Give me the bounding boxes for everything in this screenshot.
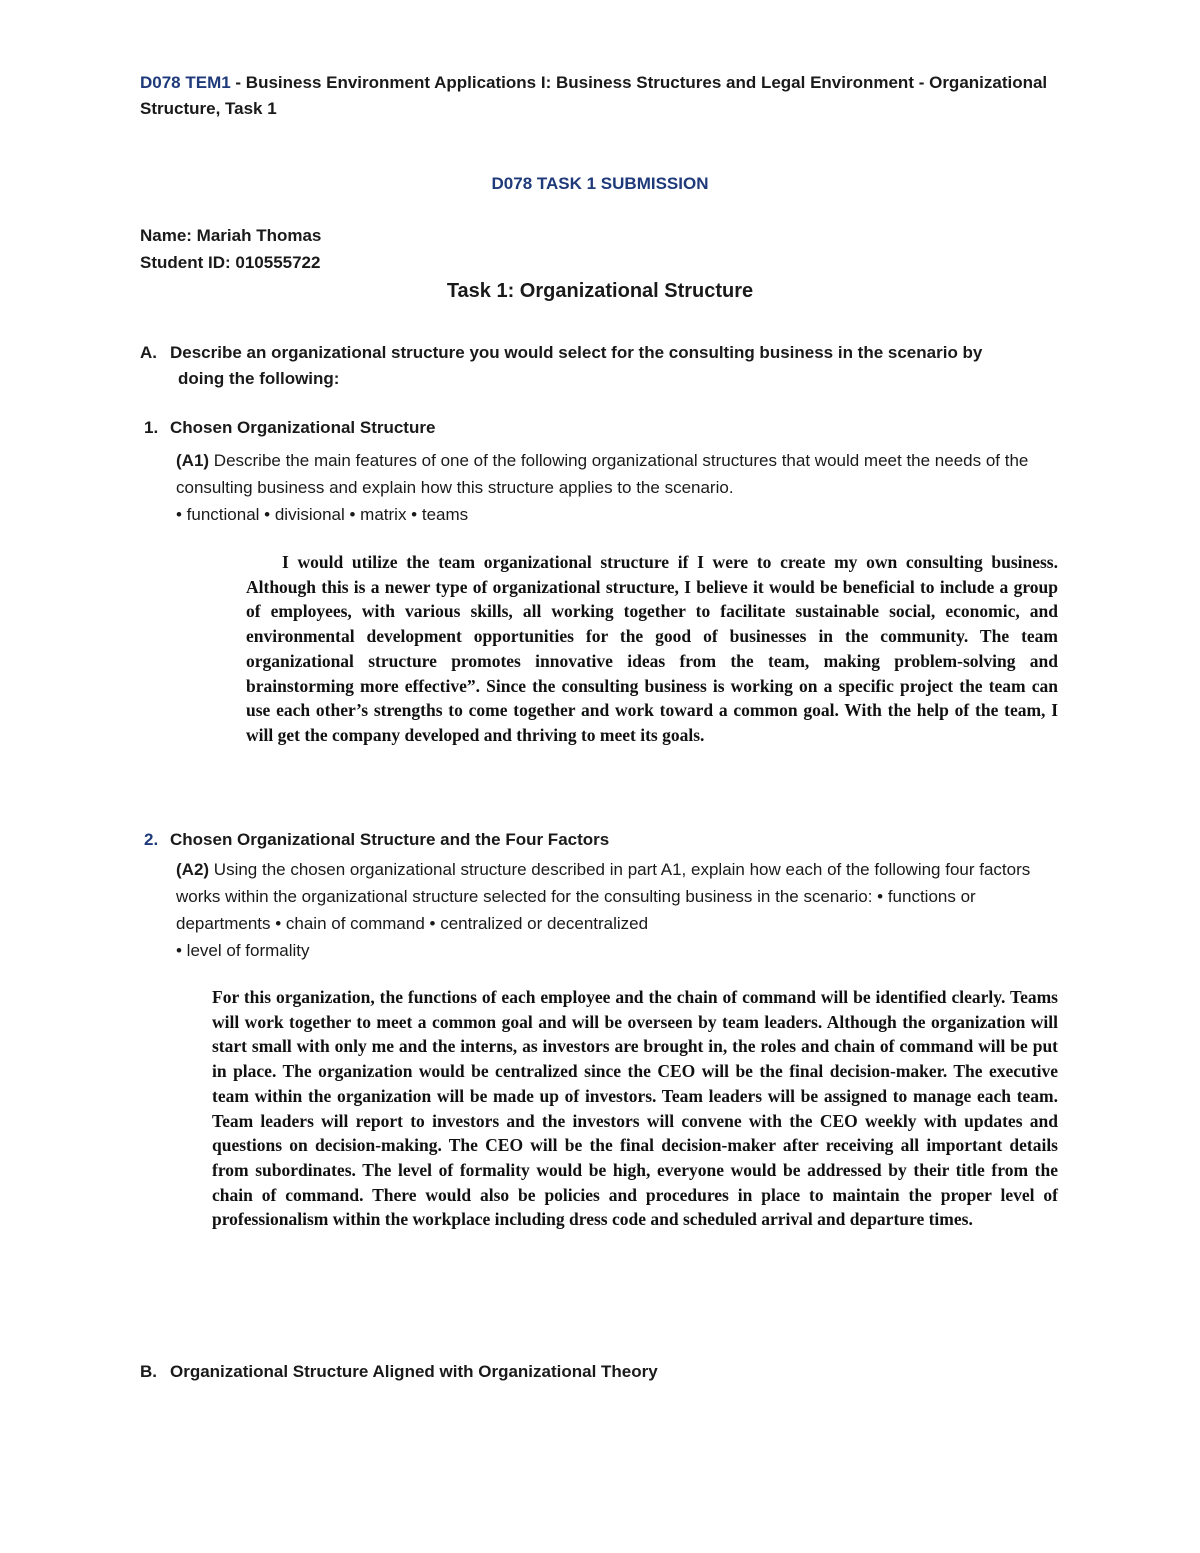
section-b-heading	[140, 1362, 1060, 1382]
section-b-marker: B.	[140, 1362, 157, 1381]
item2-heading-text: Chosen Organizational Structure and the Four Factors	[170, 830, 610, 849]
section-a-line2: doing the following:	[178, 369, 340, 388]
section-a-marker: A.	[140, 343, 157, 362]
course-title: - Business Environment Applications I: Business Structures and Legal Environment - Organizational Structure, Task 1	[140, 73, 1048, 118]
item1-heading-text: Chosen Organizational Structure	[170, 418, 436, 437]
section-b-heading-text: Organizational Structure Aligned with Organizational Theory	[170, 1362, 658, 1381]
student-id: Student ID: 010555722	[140, 253, 321, 272]
item2-prompt-text: Using the chosen organizational structure described in part A1, explain how each of the following four factors works within the organizational structure selected for the consulting business in the scenario: • functions or departments • chain of command • centralized or decentralized	[176, 860, 1031, 933]
item1-options: • functional • divisional • matrix • teams	[176, 505, 469, 524]
submission-title: D078 TASK 1 SUBMISSION	[491, 174, 709, 193]
item2-heading	[144, 830, 609, 850]
course-code: D078 TEM1	[140, 73, 231, 92]
item1-heading	[144, 418, 435, 438]
section-a-line1: Describe an organizational structure you would select for the consulting business in the scenario by	[170, 343, 983, 362]
task-title: Task 1: Organizational Structure	[446, 280, 754, 302]
item1-prompt-text: Describe the main features of one of the following organizational structures that would meet the needs of the consulting business and explain how this structure applies to the scenario.	[176, 451, 1029, 497]
item1-prompt	[176, 447, 1056, 528]
document-header	[140, 70, 1060, 122]
item2-prompt-label: (A2)	[176, 860, 210, 879]
item1-answer: I would utilize the team organizational structure if I were to create my own consulting business. Although this is a newer type of organizational structure, I believe it would be beneficial to include a group of employees, with various skills, all working together to facilitate sustainable social, economic, and environmental development opportunities for the good of businesses in the community. The team organizational structure promotes innovative ideas from the team, making problem-solving and brainstorming more effective”. Since the consulting business is working on a specific project the team can use each other’s strengths to come together and work toward a common goal. With the help of the team, I will get the company developed and thriving to meet its goals.	[246, 552, 1058, 745]
student-name: Name: Mariah Thomas	[140, 226, 322, 245]
section-a-heading	[140, 340, 1060, 392]
item2-prompt	[176, 856, 1056, 964]
item2-number: 2.	[144, 830, 159, 849]
item2-prompt-last: • level of formality	[176, 941, 310, 960]
item1-prompt-label: (A1)	[176, 451, 210, 470]
item2-answer: For this organization, the functions of each employee and the chain of command will be identified clearly. Teams will work together to meet a common goal and will be overseen by team leaders. Although the organization will start small with only me and the interns, as investors are brought in, the roles and chain of command will be put in place. The organization would be centralized since the CEO will be the final decision-maker. The executive team within the organization will be made up of investors. Team leaders will be assigned to manage each team. Team leaders will report to investors and the investors will convene with the CEO weekly with updates and questions on decision-making. The CEO will be the final decision-maker after receiving all important details from subordinates. The level of formality would be high, everyone would be addressed by their title from the chain of command. There would also be policies and procedures in place to maintain the proper level of professionalism within the workplace including dress code and scheduled arrival and departure times.	[212, 987, 1058, 1230]
item1-number: 1.	[144, 418, 159, 437]
